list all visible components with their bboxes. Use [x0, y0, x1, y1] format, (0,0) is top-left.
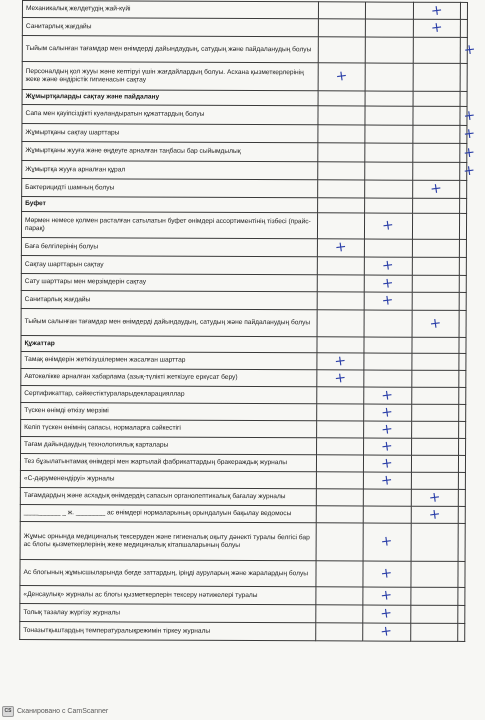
mark-cell	[459, 257, 466, 275]
table-row	[22, 124, 467, 144]
mark-cell	[411, 404, 458, 421]
mark-cell	[410, 587, 457, 605]
row-label: Сапа мен қауіпсіздікті куәландыратын құжаттардың болуы	[22, 105, 318, 125]
handwritten-plus-mark: +	[380, 403, 395, 421]
row-label: Тағам дайындаудың технологиялық карталары	[21, 436, 317, 454]
mark-cell	[411, 387, 458, 404]
row-label: Санитарлық жағдайы	[21, 290, 317, 309]
mark-cell	[317, 143, 365, 162]
table-row	[22, 161, 467, 181]
section-header-row	[21, 335, 466, 353]
mark-cell	[412, 292, 459, 310]
mark-cell	[458, 605, 465, 623]
mark-cell	[316, 523, 364, 561]
table-row	[20, 504, 465, 523]
scanner-watermark	[2, 706, 108, 717]
mark-cell	[316, 506, 363, 523]
row-label: Тамақ өнімдерін жеткізушілермен жасалған шарттар	[21, 351, 317, 369]
mark-cell	[316, 472, 363, 489]
mark-cell	[458, 472, 465, 489]
handwritten-plus-mark: +	[380, 454, 395, 472]
handwritten-plus-mark: +	[333, 369, 348, 387]
mark-cell	[460, 91, 467, 106]
row-label: Автокөлікке арналған хабарлама (азық-түлікті жеткізуге еркүсат беру)	[21, 368, 317, 386]
row-label: Келіп түскен өнімнің сапасы, нормаларға сәйкестігі	[21, 419, 317, 437]
mark-cell	[363, 623, 410, 641]
mark-cell	[460, 143, 477, 162]
mark-cell	[460, 2, 467, 19]
handwritten-plus-mark: +	[462, 125, 477, 143]
mark-cell	[460, 37, 477, 63]
mark-cell	[411, 337, 458, 353]
mark-cell	[458, 455, 465, 472]
handwritten-plus-mark: +	[380, 420, 395, 438]
row-label: Санитарлық жағдайы	[22, 18, 318, 37]
mark-cell	[413, 19, 460, 37]
mark-cell	[411, 523, 459, 561]
mark-cell	[317, 337, 364, 353]
table-row	[21, 212, 466, 240]
mark-cell	[365, 19, 412, 37]
mark-cell	[410, 605, 457, 623]
row-label: Сату шарттары мен мерзімдерін сақтау	[21, 273, 317, 291]
mark-cell	[459, 387, 466, 404]
table-row	[20, 470, 465, 489]
mark-cell	[412, 198, 459, 213]
row-label: Жұмыртқа жууға арналған құрал	[22, 161, 318, 180]
mark-cell	[318, 2, 365, 19]
mark-cell	[459, 337, 466, 353]
mark-cell	[364, 239, 411, 257]
mark-cell	[365, 198, 412, 213]
mark-cell	[458, 523, 465, 561]
mark-cell	[317, 257, 364, 275]
mark-cell	[459, 292, 466, 310]
row-label: Жұмыс орнында медициналық тексеруден және гигиеналық оқыту дәнекті туралы белгісі бар ас блогы қызметкерлерінің жеке медициналық кітапшаларының болуы	[20, 521, 316, 560]
mark-cell	[411, 353, 458, 370]
mark-cell	[316, 387, 363, 404]
mark-cell	[412, 106, 460, 125]
mark-cell	[460, 125, 477, 143]
mark-cell	[365, 162, 412, 180]
handwritten-plus-mark: +	[427, 505, 442, 524]
row-label: Бактерицидті шамның болуы	[22, 179, 318, 198]
table-row	[21, 419, 466, 438]
row-label: Баға белгілерінің болуы	[21, 237, 317, 256]
row-label: Сертификаттар, сәйкестіктураларыдекларацияллар	[21, 385, 317, 403]
table-row	[20, 521, 465, 561]
mark-cell	[459, 421, 466, 438]
handwritten-plus-mark: +	[380, 532, 394, 551]
table-row	[20, 487, 465, 506]
table-row	[21, 290, 466, 310]
table-row	[20, 603, 465, 623]
section-title: Буфет	[22, 197, 318, 213]
table-row	[21, 273, 466, 292]
mark-cell	[413, 37, 461, 63]
mark-cell	[316, 404, 363, 421]
mark-cell	[413, 63, 461, 91]
mark-cell	[364, 421, 411, 438]
handwritten-plus-mark: +	[380, 437, 395, 455]
row-label: Тыйым салынған тағамдар мен өнімдерді дайындаудың, сатудың және пайдаланудың болуы	[22, 36, 318, 63]
mark-cell	[458, 489, 465, 506]
table-row	[21, 402, 466, 421]
mark-cell	[460, 63, 467, 91]
handwritten-plus-mark: +	[381, 291, 395, 310]
handwritten-plus-mark: +	[429, 19, 444, 37]
handwritten-plus-mark: +	[333, 238, 348, 257]
mark-cell	[365, 37, 413, 63]
mark-cell	[460, 106, 477, 125]
handwritten-plus-mark: +	[462, 41, 477, 59]
mark-cell	[459, 353, 466, 370]
handwritten-plus-mark: +	[379, 604, 394, 623]
mark-cell	[412, 143, 460, 162]
mark-cell	[365, 125, 412, 143]
watermark-text: Сканировано с CamScanner	[17, 708, 109, 715]
table-row	[20, 621, 465, 641]
mark-cell	[315, 605, 362, 623]
mark-cell	[317, 292, 364, 310]
table-row	[22, 36, 467, 64]
mark-cell	[364, 292, 411, 310]
handwritten-plus-mark: +	[462, 162, 476, 180]
table-row	[22, 142, 467, 163]
mark-cell	[365, 91, 412, 106]
handwritten-plus-mark: +	[381, 274, 395, 292]
row-label: Тыйым салынған тағамдар мен өнімдерді дайындаудың, сатудың және пайдаланудың болуы	[21, 308, 317, 336]
table-row	[21, 368, 466, 387]
mark-cell	[410, 561, 458, 587]
mark-cell	[365, 213, 413, 239]
handwritten-plus-mark: +	[381, 216, 396, 235]
section-title: Құжаттар	[21, 335, 317, 352]
row-label: Жұмыртқаны жууға және өңдеуге арналған таңбасы бар сыйымдылық	[22, 142, 318, 162]
mark-cell	[365, 2, 412, 19]
handwritten-plus-mark: +	[379, 622, 394, 641]
table-row	[22, 179, 467, 199]
mark-cell	[459, 239, 466, 257]
table-row	[22, 18, 467, 38]
table-row	[22, 62, 467, 92]
row-label: Түскен өнімді өткізу мерзімі	[21, 402, 317, 420]
mark-cell	[364, 370, 411, 387]
mark-cell	[317, 310, 365, 337]
mark-cell	[364, 404, 411, 421]
mark-cell	[318, 106, 366, 125]
row-label: Тоназытқыштардың температуралықрежимін тіркеу журналы	[20, 621, 316, 640]
mark-cell	[412, 275, 459, 292]
mark-cell	[412, 239, 459, 257]
mark-cell	[363, 523, 411, 561]
mark-cell	[364, 257, 411, 275]
handwritten-plus-mark: +	[462, 143, 477, 162]
mark-cell	[412, 213, 460, 239]
row-label: Ас блогының жұмысшыларында бөгде заттардың, іріңді ауруларың және жаралардың болуы	[20, 559, 316, 586]
mark-cell	[364, 337, 411, 353]
row-label: Мөрмен немесе қолмен расталған сатылатын буфет өнімдері ассортиментінің тізбесі (прайс-парақ)	[21, 212, 317, 239]
mark-cell	[316, 455, 363, 472]
mark-cell	[317, 353, 364, 370]
mark-cell	[364, 438, 411, 455]
mark-cell	[413, 91, 460, 106]
mark-cell	[411, 455, 458, 472]
mark-cell	[410, 623, 457, 641]
mark-cell	[459, 310, 466, 337]
handwritten-plus-mark: +	[429, 1, 444, 20]
mark-cell	[459, 404, 466, 421]
mark-cell	[364, 455, 411, 472]
mark-cell	[316, 489, 363, 506]
handwritten-plus-mark: +	[428, 180, 443, 198]
mark-cell	[413, 2, 460, 19]
mark-cell	[364, 275, 411, 292]
mark-cell	[364, 310, 412, 337]
mark-cell	[458, 587, 465, 605]
mark-cell	[315, 623, 362, 641]
table-row	[21, 436, 466, 455]
mark-cell	[363, 489, 410, 506]
mark-cell	[460, 180, 467, 198]
mark-cell	[458, 561, 465, 587]
mark-cell	[364, 353, 411, 370]
mark-cell	[317, 213, 365, 239]
handwritten-plus-mark: +	[379, 586, 394, 605]
table-row	[20, 453, 465, 472]
table-row	[21, 237, 466, 257]
mark-cell	[458, 506, 465, 523]
mark-cell	[412, 310, 460, 337]
handwritten-plus-mark: +	[380, 386, 395, 404]
mark-cell	[318, 91, 365, 106]
row-label: Тағамдардың және асхадық өнімдердің сапасын органолептикалық бағалау журналы	[20, 487, 316, 505]
table-row	[21, 351, 466, 370]
row-label: Сақтау шарттарын сақтау	[21, 255, 317, 274]
mark-cell	[411, 472, 458, 489]
mark-cell	[460, 162, 476, 180]
mark-cell	[316, 587, 363, 605]
mark-cell	[316, 421, 363, 438]
camscanner-logo-icon: CS	[2, 706, 14, 717]
checklist-table	[19, 0, 477, 642]
row-label: Механикалық желдетудің жай-күйі	[22, 1, 318, 19]
table-row	[21, 255, 466, 275]
mark-cell	[363, 561, 411, 587]
mark-cell	[412, 180, 459, 198]
mark-cell	[318, 125, 365, 143]
mark-cell	[316, 438, 363, 455]
mark-cell	[365, 63, 413, 91]
table-row	[22, 1, 467, 20]
mark-cell	[318, 63, 366, 91]
table-row	[21, 385, 466, 404]
mark-cell	[460, 19, 467, 37]
handwritten-plus-mark: +	[334, 67, 349, 86]
table-row	[22, 105, 467, 126]
mark-cell	[363, 587, 410, 605]
row-label: Персоналдың қол жууы және кептіруі үшін жағдайлардың болуы. Асхана қызметкерлерінің жеке және өндірістік гигиенасын сақтау	[22, 62, 318, 91]
mark-cell	[316, 370, 363, 387]
mark-cell	[412, 162, 459, 180]
row-label: «С-дәруменендіруі» журналы	[20, 470, 316, 488]
mark-cell	[411, 438, 458, 455]
handwritten-plus-mark: +	[380, 471, 395, 489]
row-label: Тез бұзылатынтамақ өнімдері мен жартылай фабрикаттардың бракераждық журналы	[20, 453, 316, 471]
handwritten-plus-mark: +	[381, 256, 396, 275]
handwritten-plus-mark: +	[428, 314, 443, 333]
mark-cell	[318, 19, 365, 37]
table-row	[21, 308, 466, 337]
handwritten-plus-mark: +	[379, 564, 394, 583]
mark-cell	[317, 180, 364, 198]
mark-cell	[364, 387, 411, 404]
mark-cell	[365, 180, 412, 198]
handwritten-plus-mark: +	[427, 488, 442, 507]
mark-cell	[458, 623, 465, 641]
mark-cell	[316, 561, 364, 587]
mark-cell	[363, 472, 410, 489]
handwritten-plus-mark: +	[333, 352, 348, 370]
mark-cell	[459, 198, 466, 213]
mark-cell	[411, 370, 458, 387]
mark-cell	[411, 421, 458, 438]
row-label: Жұмыртқаны сақтау шарттары	[22, 124, 318, 143]
mark-cell	[458, 438, 465, 455]
mark-cell	[317, 162, 364, 180]
mark-cell	[365, 106, 413, 125]
mark-cell	[459, 213, 466, 239]
mark-cell	[411, 506, 458, 523]
mark-cell	[363, 605, 410, 623]
row-label: __________ _ ж. ________ ас өнімдері нормаларының орындалуын бақылау ведомосы	[20, 504, 316, 522]
mark-cell	[317, 275, 364, 292]
checklist-body	[20, 1, 477, 642]
mark-cell	[318, 37, 366, 63]
row-label: Толық тазалау жүргізу журналы	[20, 603, 316, 622]
mark-cell	[459, 275, 466, 292]
mark-cell	[412, 125, 459, 143]
mark-cell	[459, 370, 466, 387]
mark-cell	[317, 239, 364, 257]
mark-cell	[363, 506, 410, 523]
mark-cell	[412, 257, 459, 275]
row-label: «Денсаулық» журналы ас блогы қызметкерлерін тексеру нәтижелері туралы	[20, 585, 316, 604]
mark-cell	[317, 198, 364, 213]
mark-cell	[365, 143, 413, 162]
mark-cell	[411, 489, 458, 506]
table-row	[20, 559, 465, 587]
handwritten-plus-mark: +	[462, 106, 477, 125]
section-title: Жұмыртқаларды сақтау және пайдалану	[22, 90, 318, 106]
table-row	[20, 585, 465, 605]
